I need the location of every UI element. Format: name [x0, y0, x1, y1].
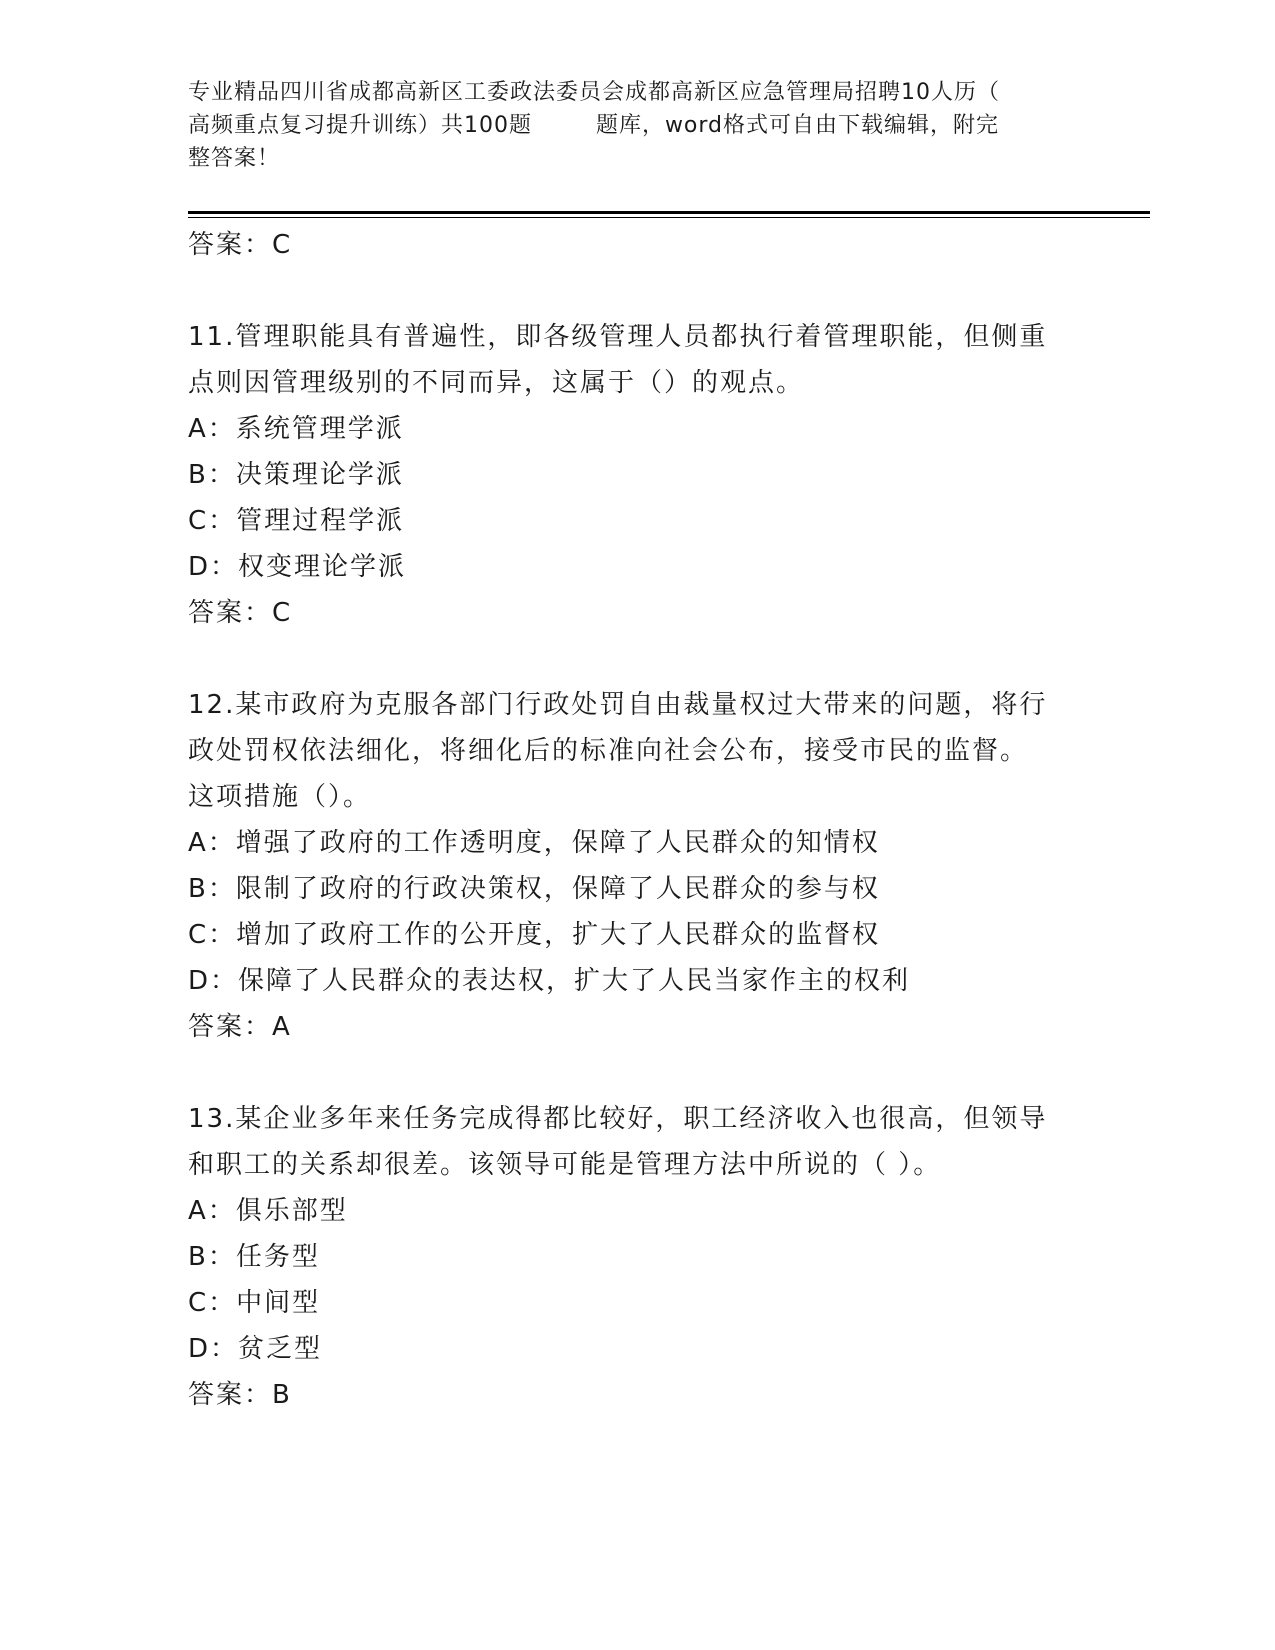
answer-line: 答案：C [188, 598, 293, 628]
question-text: 和职工的关系却很差。该领导可能是管理方法中所说的（ ）。 [188, 1150, 942, 1180]
header-line: 高频重点复习提升训练）共100题 题库，word格式可自由下载编辑，附完 [188, 113, 1000, 138]
header-divider-thick [188, 211, 1150, 214]
question-text: 11.管理职能具有普遍性，即各级管理人员都执行着管理职能，但侧重 [188, 322, 1048, 352]
question-text: 政处罚权依法细化，将细化后的标准向社会公布，接受市民的监督。 [188, 736, 1029, 766]
option-c: C：增加了政府工作的公开度，扩大了人民群众的监督权 [188, 920, 881, 950]
option-a: A：增强了政府的工作透明度，保障了人民群众的知情权 [188, 828, 880, 858]
question-13 [188, 1096, 1088, 1418]
answer-line: 答案：B [188, 1380, 292, 1410]
question-12 [188, 682, 1088, 1050]
answer-line: 答案：C [188, 230, 293, 260]
answer-line: 答案：A [188, 1012, 292, 1042]
question-list [188, 222, 1088, 1418]
question-text: 12.某市政府为克服各部门行政处罚自由裁量权过大带来的问题，将行 [188, 690, 1048, 720]
option-a: A：俱乐部型 [188, 1196, 348, 1226]
question-text: 这项措施（）。 [188, 782, 372, 812]
spacer [188, 1050, 1088, 1096]
option-c: C：管理过程学派 [188, 506, 405, 536]
spacer [188, 268, 1088, 314]
option-a: A：系统管理学派 [188, 414, 404, 444]
header-line: 整答案！ [188, 146, 281, 171]
option-b: B：任务型 [188, 1242, 320, 1272]
option-c: C：中间型 [188, 1288, 321, 1318]
question-text: 13.某企业多年来任务完成得都比较好，职工经济收入也很高，但领导 [188, 1104, 1048, 1134]
spacer [188, 636, 1088, 682]
document-header [188, 76, 1068, 175]
header-line: 专业精品四川省成都高新区工委政法委员会成都高新区应急管理局招聘10人历（ [188, 80, 1000, 105]
option-b: B：决策理论学派 [188, 460, 404, 490]
option-d: D：权变理论学派 [188, 552, 407, 582]
question-11 [188, 314, 1088, 636]
option-d: D：保障了人民群众的表达权，扩大了人民当家作主的权利 [188, 966, 911, 996]
question-text: 点则因管理级别的不同而异，这属于（）的观点。 [188, 368, 805, 398]
option-b: B：限制了政府的行政决策权，保障了人民群众的参与权 [188, 874, 880, 904]
option-d: D：贫乏型 [188, 1334, 323, 1364]
header-divider-thin [188, 217, 1150, 218]
